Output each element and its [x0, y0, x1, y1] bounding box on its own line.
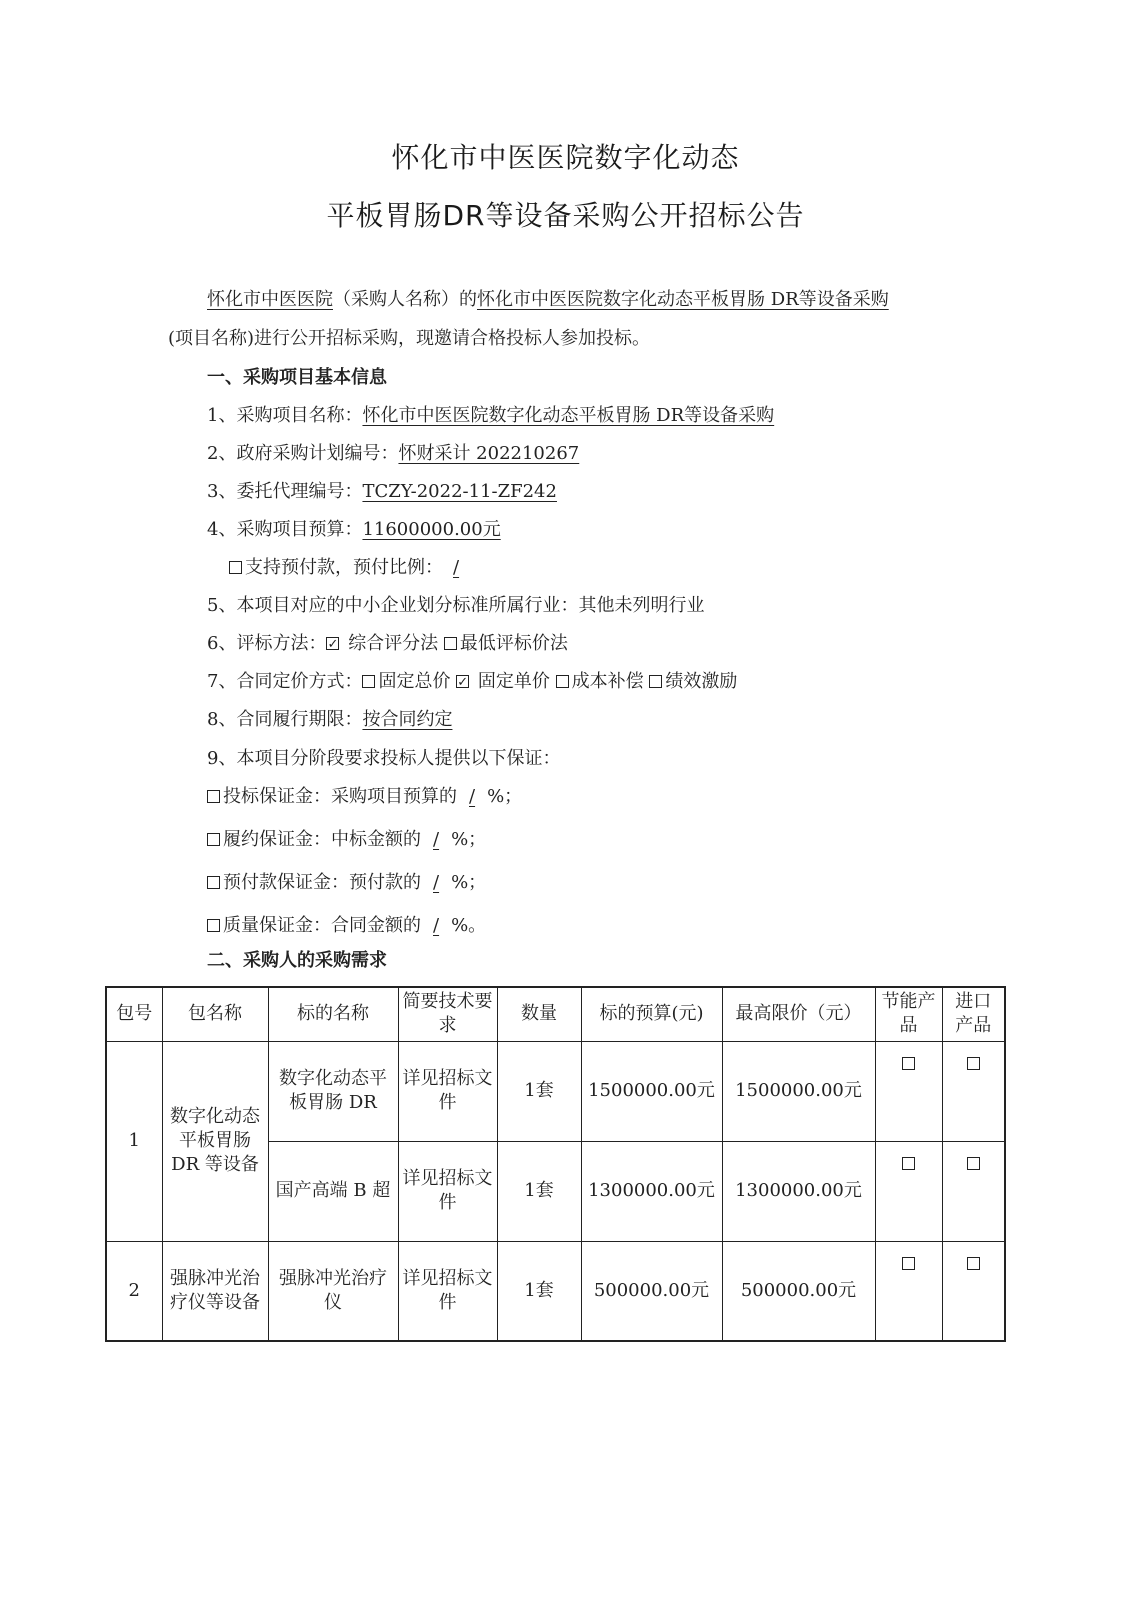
item-6	[207, 633, 568, 655]
performance-guarantee-checkbox[interactable]	[207, 833, 220, 846]
row3-energy-checkbox[interactable]	[902, 1257, 915, 1270]
item-3-value: TCZY-2022-11-ZF242	[362, 481, 557, 502]
row2-qty: 1套	[497, 1141, 581, 1241]
item-9: 9、本项目分阶段要求投标人提供以下保证：	[207, 748, 561, 769]
header-tech: 简要技术要求	[398, 987, 497, 1041]
row1-qty: 1套	[497, 1041, 581, 1141]
eval-lowest-label: 最低评标价法	[459, 633, 568, 654]
header-budget: 标的预算(元)	[581, 987, 722, 1041]
table-row	[106, 1041, 1005, 1141]
performance-guarantee-value: /	[433, 829, 440, 850]
row3-target: 强脉冲光治疗仪	[268, 1241, 398, 1341]
guarantee-performance	[207, 829, 486, 851]
row1-energy-cell	[875, 1041, 942, 1141]
cost-comp-label: 成本补偿	[571, 671, 644, 692]
guarantee-prepay	[207, 872, 486, 894]
item-8	[207, 709, 452, 731]
intro-line-1	[207, 289, 889, 311]
item-5: 5、本项目对应的中小企业划分标准所属行业：其他未列明行业	[207, 595, 705, 616]
item-4-value: 11600000.00元	[362, 519, 501, 540]
prepay-guarantee-label: 预付款保证金：预付款的	[223, 872, 421, 893]
cost-comp-checkbox[interactable]	[556, 675, 569, 688]
item-8-label: 8、合同履行期限：	[207, 709, 363, 730]
prepay-guarantee-checkbox[interactable]	[207, 876, 220, 889]
purchaser-note: （采购人名称）的	[333, 289, 477, 310]
row1-pkg-name: 数字化动态平板胃肠 DR 等设备	[162, 1041, 268, 1241]
project-name: 怀化市中医医院数字化动态平板胃肠 DR等设备采购	[477, 289, 889, 310]
row3-qty: 1套	[497, 1241, 581, 1341]
row1-budget: 1500000.00元	[581, 1041, 722, 1141]
row1-pkg-no: 1	[106, 1041, 162, 1241]
table-header-row	[106, 987, 1005, 1041]
item-1	[207, 405, 774, 427]
fixed-unit-label: 固定单价	[477, 671, 550, 692]
prepay-guarantee-end: %；	[451, 872, 487, 893]
header-pkg-name: 包名称	[162, 987, 268, 1041]
bid-guarantee-label: 投标保证金：采购项目预算的	[223, 786, 457, 807]
row2-import-checkbox[interactable]	[967, 1157, 980, 1170]
row3-import-cell	[942, 1241, 1005, 1341]
row1-target: 数字化动态平板胃肠 DR	[268, 1041, 398, 1141]
eval-comprehensive-label: 综合评分法	[348, 633, 439, 654]
prepay-checkbox[interactable]	[229, 561, 242, 574]
item-6-label: 6、评标方法：	[207, 633, 327, 654]
row3-pkg-no: 2	[106, 1241, 162, 1341]
header-pkg-no: 包号	[106, 987, 162, 1041]
title-line-2: 平板胃肠DR等设备采购公开招标公告	[326, 199, 805, 232]
prepay-label: 支持预付款，预付比例：	[245, 557, 443, 578]
item-1-value: 怀化市中医医院数字化动态平板胃肠 DR等设备采购	[362, 405, 775, 426]
section-2-heading: 二、采购人的采购需求	[207, 950, 387, 971]
row3-energy-cell	[875, 1241, 942, 1341]
row2-max: 1300000.00元	[722, 1141, 875, 1241]
bid-guarantee-checkbox[interactable]	[207, 790, 220, 803]
item-3-label: 3、委托代理编号：	[207, 481, 363, 502]
row2-import-cell	[942, 1141, 1005, 1241]
row2-budget: 1300000.00元	[581, 1141, 722, 1241]
quality-guarantee-end: %。	[451, 915, 487, 936]
fixed-total-label: 固定总价	[378, 671, 451, 692]
header-qty: 数量	[497, 987, 581, 1041]
guarantee-quality	[207, 915, 486, 937]
row2-energy-cell	[875, 1141, 942, 1241]
item-4	[207, 519, 501, 541]
row3-budget: 500000.00元	[581, 1241, 722, 1341]
prepay-guarantee-value: /	[433, 872, 440, 893]
eval-comprehensive-checkbox[interactable]	[326, 637, 339, 650]
perf-incentive-checkbox[interactable]	[649, 675, 662, 688]
row3-import-checkbox[interactable]	[967, 1257, 980, 1270]
intro-line-2: (项目名称)进行公开招标采购，现邀请合格投标人参加投标。	[168, 328, 651, 349]
row1-import-checkbox[interactable]	[967, 1057, 980, 1070]
purchaser-name: 怀化市中医医院	[207, 289, 333, 310]
row2-target: 国产高端 B 超	[268, 1141, 398, 1241]
guarantee-bid	[207, 786, 522, 808]
row3-max: 500000.00元	[722, 1241, 875, 1341]
item-2	[207, 443, 579, 465]
item-1-label: 1、采购项目名称：	[207, 405, 363, 426]
performance-guarantee-label: 履约保证金：中标金额的	[223, 829, 421, 850]
table-row	[106, 1241, 1005, 1341]
section-1-heading: 一、采购项目基本信息	[207, 367, 387, 388]
row1-tech: 详见招标文件	[398, 1041, 497, 1141]
item-3	[207, 481, 557, 503]
performance-guarantee-end: %；	[451, 829, 487, 850]
row3-tech: 详见招标文件	[398, 1241, 497, 1341]
prepay-value: /	[453, 557, 460, 578]
quality-guarantee-value: /	[433, 915, 440, 936]
item-2-value: 怀财采计 202210267	[398, 443, 580, 464]
item-2-label: 2、政府采购计划编号：	[207, 443, 399, 464]
row3-pkg-name: 强脉冲光治疗仪等设备	[162, 1241, 268, 1341]
fixed-unit-checkbox[interactable]	[456, 675, 469, 688]
bid-guarantee-end: %；	[487, 786, 523, 807]
item-8-value: 按合同约定	[362, 709, 453, 730]
row2-tech: 详见招标文件	[398, 1141, 497, 1241]
bid-guarantee-value: /	[469, 786, 476, 807]
header-max-price: 最高限价（元）	[722, 987, 875, 1041]
row1-max: 1500000.00元	[722, 1041, 875, 1141]
item-7	[207, 671, 737, 693]
perf-incentive-label: 绩效激励	[665, 671, 738, 692]
item-7-label: 7、合同定价方式：	[207, 671, 363, 692]
header-import: 进口产品	[942, 987, 1005, 1041]
row1-import-cell	[942, 1041, 1005, 1141]
row1-energy-checkbox[interactable]	[902, 1057, 915, 1070]
prepay-line	[229, 557, 469, 579]
requirements-table	[105, 986, 1006, 1342]
header-energy: 节能产品	[875, 987, 942, 1041]
header-target-name: 标的名称	[268, 987, 398, 1041]
quality-guarantee-checkbox[interactable]	[207, 919, 220, 932]
title-line-1: 怀化市中医医院数字化动态	[391, 141, 740, 174]
quality-guarantee-label: 质量保证金：合同金额的	[223, 915, 421, 936]
item-4-label: 4、采购项目预算：	[207, 519, 363, 540]
fixed-total-checkbox[interactable]	[362, 675, 375, 688]
eval-lowest-checkbox[interactable]	[444, 637, 457, 650]
row2-energy-checkbox[interactable]	[902, 1157, 915, 1170]
